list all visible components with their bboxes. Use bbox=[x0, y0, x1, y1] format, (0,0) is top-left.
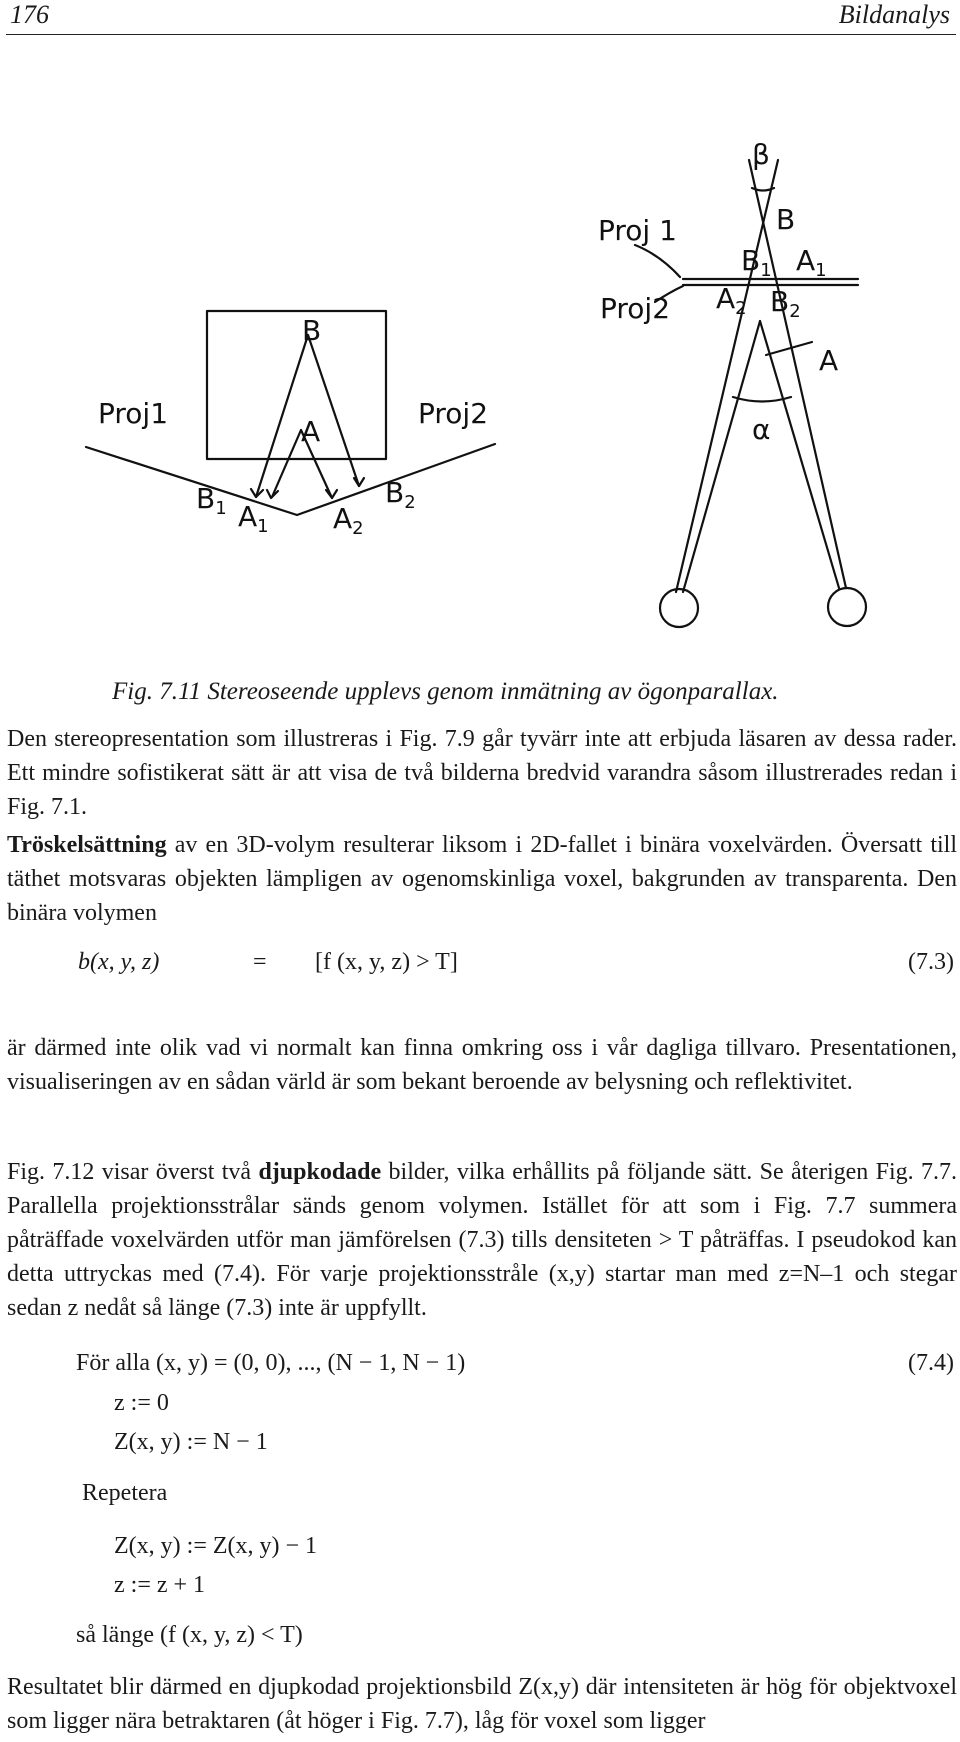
page-header bbox=[6, 0, 956, 35]
figure-caption: Fig. 7.11 Stereoseende upplevs genom inmätning av ögonparallax. bbox=[112, 678, 779, 705]
left-label-proj1: Proj1 bbox=[98, 397, 169, 430]
right-label-a: A bbox=[819, 344, 839, 377]
paragraph-threshold: Tröskelsättning av en 3D-volym resulterar liksom i 2D-fallet i binära voxelvärden. Översatt till täthet motsvaras objekten lämpligen av ogenomskinliga voxel, bakgrunden av transparenta. Den binära volymen bbox=[7, 832, 957, 926]
paragraph-world: är därmed inte olik vad vi normalt kan finna omkring oss i vår dagliga tillvaro. Presentationen, visualiseringen av en sådan värld är som bekant beroende av belysning och reflektivitet. bbox=[7, 1035, 957, 1095]
right-eye bbox=[828, 588, 866, 626]
left-eye-ray-a bbox=[683, 321, 760, 592]
right-label-beta: β bbox=[752, 138, 770, 171]
left-label-b1: $B_1$ bbox=[196, 482, 227, 519]
page-number: 176 bbox=[10, 0, 49, 29]
stereo-vision-figure bbox=[0, 130, 960, 650]
angle-arc-beta bbox=[752, 188, 774, 191]
right-label-b: B bbox=[776, 203, 796, 236]
right-label-a1: $A_1$ bbox=[796, 244, 827, 281]
right-label-b1: $B_1$ bbox=[741, 244, 772, 281]
right-label-proj1: Proj 1 bbox=[598, 214, 677, 247]
left-diagram bbox=[86, 311, 495, 539]
ray-a1 bbox=[272, 430, 301, 497]
right-label-proj2: Proj2 bbox=[600, 292, 671, 325]
algo-line-for: För alla (x, y) = (0, 0), ..., (N − 1, N − 1) bbox=[76, 1350, 466, 1376]
term-troskelsattning: Tröskelsättning bbox=[7, 832, 167, 858]
equation-relation: = bbox=[253, 949, 267, 975]
right-diagram bbox=[598, 138, 866, 627]
algo-line-Z-dec: Z(x, y) := Z(x, y) − 1 bbox=[114, 1533, 318, 1559]
algo-number: (7.4) bbox=[908, 1350, 954, 1376]
right-label-a2: $A_2$ bbox=[716, 282, 747, 319]
algo-line-Z-init: Z(x, y) := N − 1 bbox=[114, 1429, 268, 1455]
left-label-proj2: Proj2 bbox=[418, 397, 489, 430]
left-label-a2: $A_2$ bbox=[333, 502, 364, 539]
left-label-a: A bbox=[301, 415, 321, 448]
algo-line-z-init: z := 0 bbox=[114, 1390, 169, 1416]
algo-line-repeat: Repetera bbox=[82, 1480, 168, 1506]
term-djupkodade: djupkodade bbox=[258, 1159, 382, 1185]
right-label-alpha: α bbox=[752, 413, 771, 446]
paragraph-stereo: Den stereopresentation som illustreras i Fig. 7.9 går tyvärr inte att erbjuda läsaren av dessa rader. Ett mindre sofistikerat sätt är att visa de två bilderna bredvid varandra såsom illustrerades redan i Fig. 7.1. bbox=[7, 726, 957, 820]
left-label-b: B bbox=[302, 314, 322, 347]
left-eye bbox=[660, 589, 698, 627]
pointer-proj1 bbox=[635, 245, 680, 277]
equation-lhs: b(x, y, z) bbox=[78, 949, 160, 975]
left-label-a1: $A_1$ bbox=[238, 500, 269, 537]
pointer-a bbox=[766, 342, 812, 355]
algo-line-until: så länge (f (x, y, z) < T) bbox=[76, 1622, 303, 1648]
algo-line-z-inc: z := z + 1 bbox=[114, 1572, 206, 1598]
left-label-b2: $B_2$ bbox=[385, 476, 416, 513]
paragraph-depthcoded: Fig. 7.12 visar överst två djupkodade bilder, vilka erhållits på följande sätt. Se återigen Fig. 7.7. Parallella projektionsstrålar sänds genom volymen. Istället för att som i Fig. 7.7 summera påträffade voxelvärden utför man jämförelsen (7.3) tills densiteten > T påträffas. I pseudokod kan detta uttryckas med (7.4). För varje projektionsstråle (x,y) startar man med z=N–1 och stegar sedan z nedåt så länge (7.3) inte är uppfyllt. bbox=[7, 1159, 957, 1321]
equation-number: (7.3) bbox=[908, 949, 954, 975]
running-title: Bildanalys bbox=[838, 0, 950, 29]
volume-box bbox=[207, 311, 386, 459]
equation-rhs: [f (x, y, z) > T] bbox=[315, 949, 458, 975]
paragraph-result: Resultatet blir därmed en djupkodad projektionsbild Z(x,y) där intensiteten är hög för objektvoxel som ligger nära betraktaren (åt höger i Fig. 7.7), låg för voxel som ligger bbox=[7, 1674, 957, 1734]
right-label-b2: $B_2$ bbox=[770, 285, 801, 322]
